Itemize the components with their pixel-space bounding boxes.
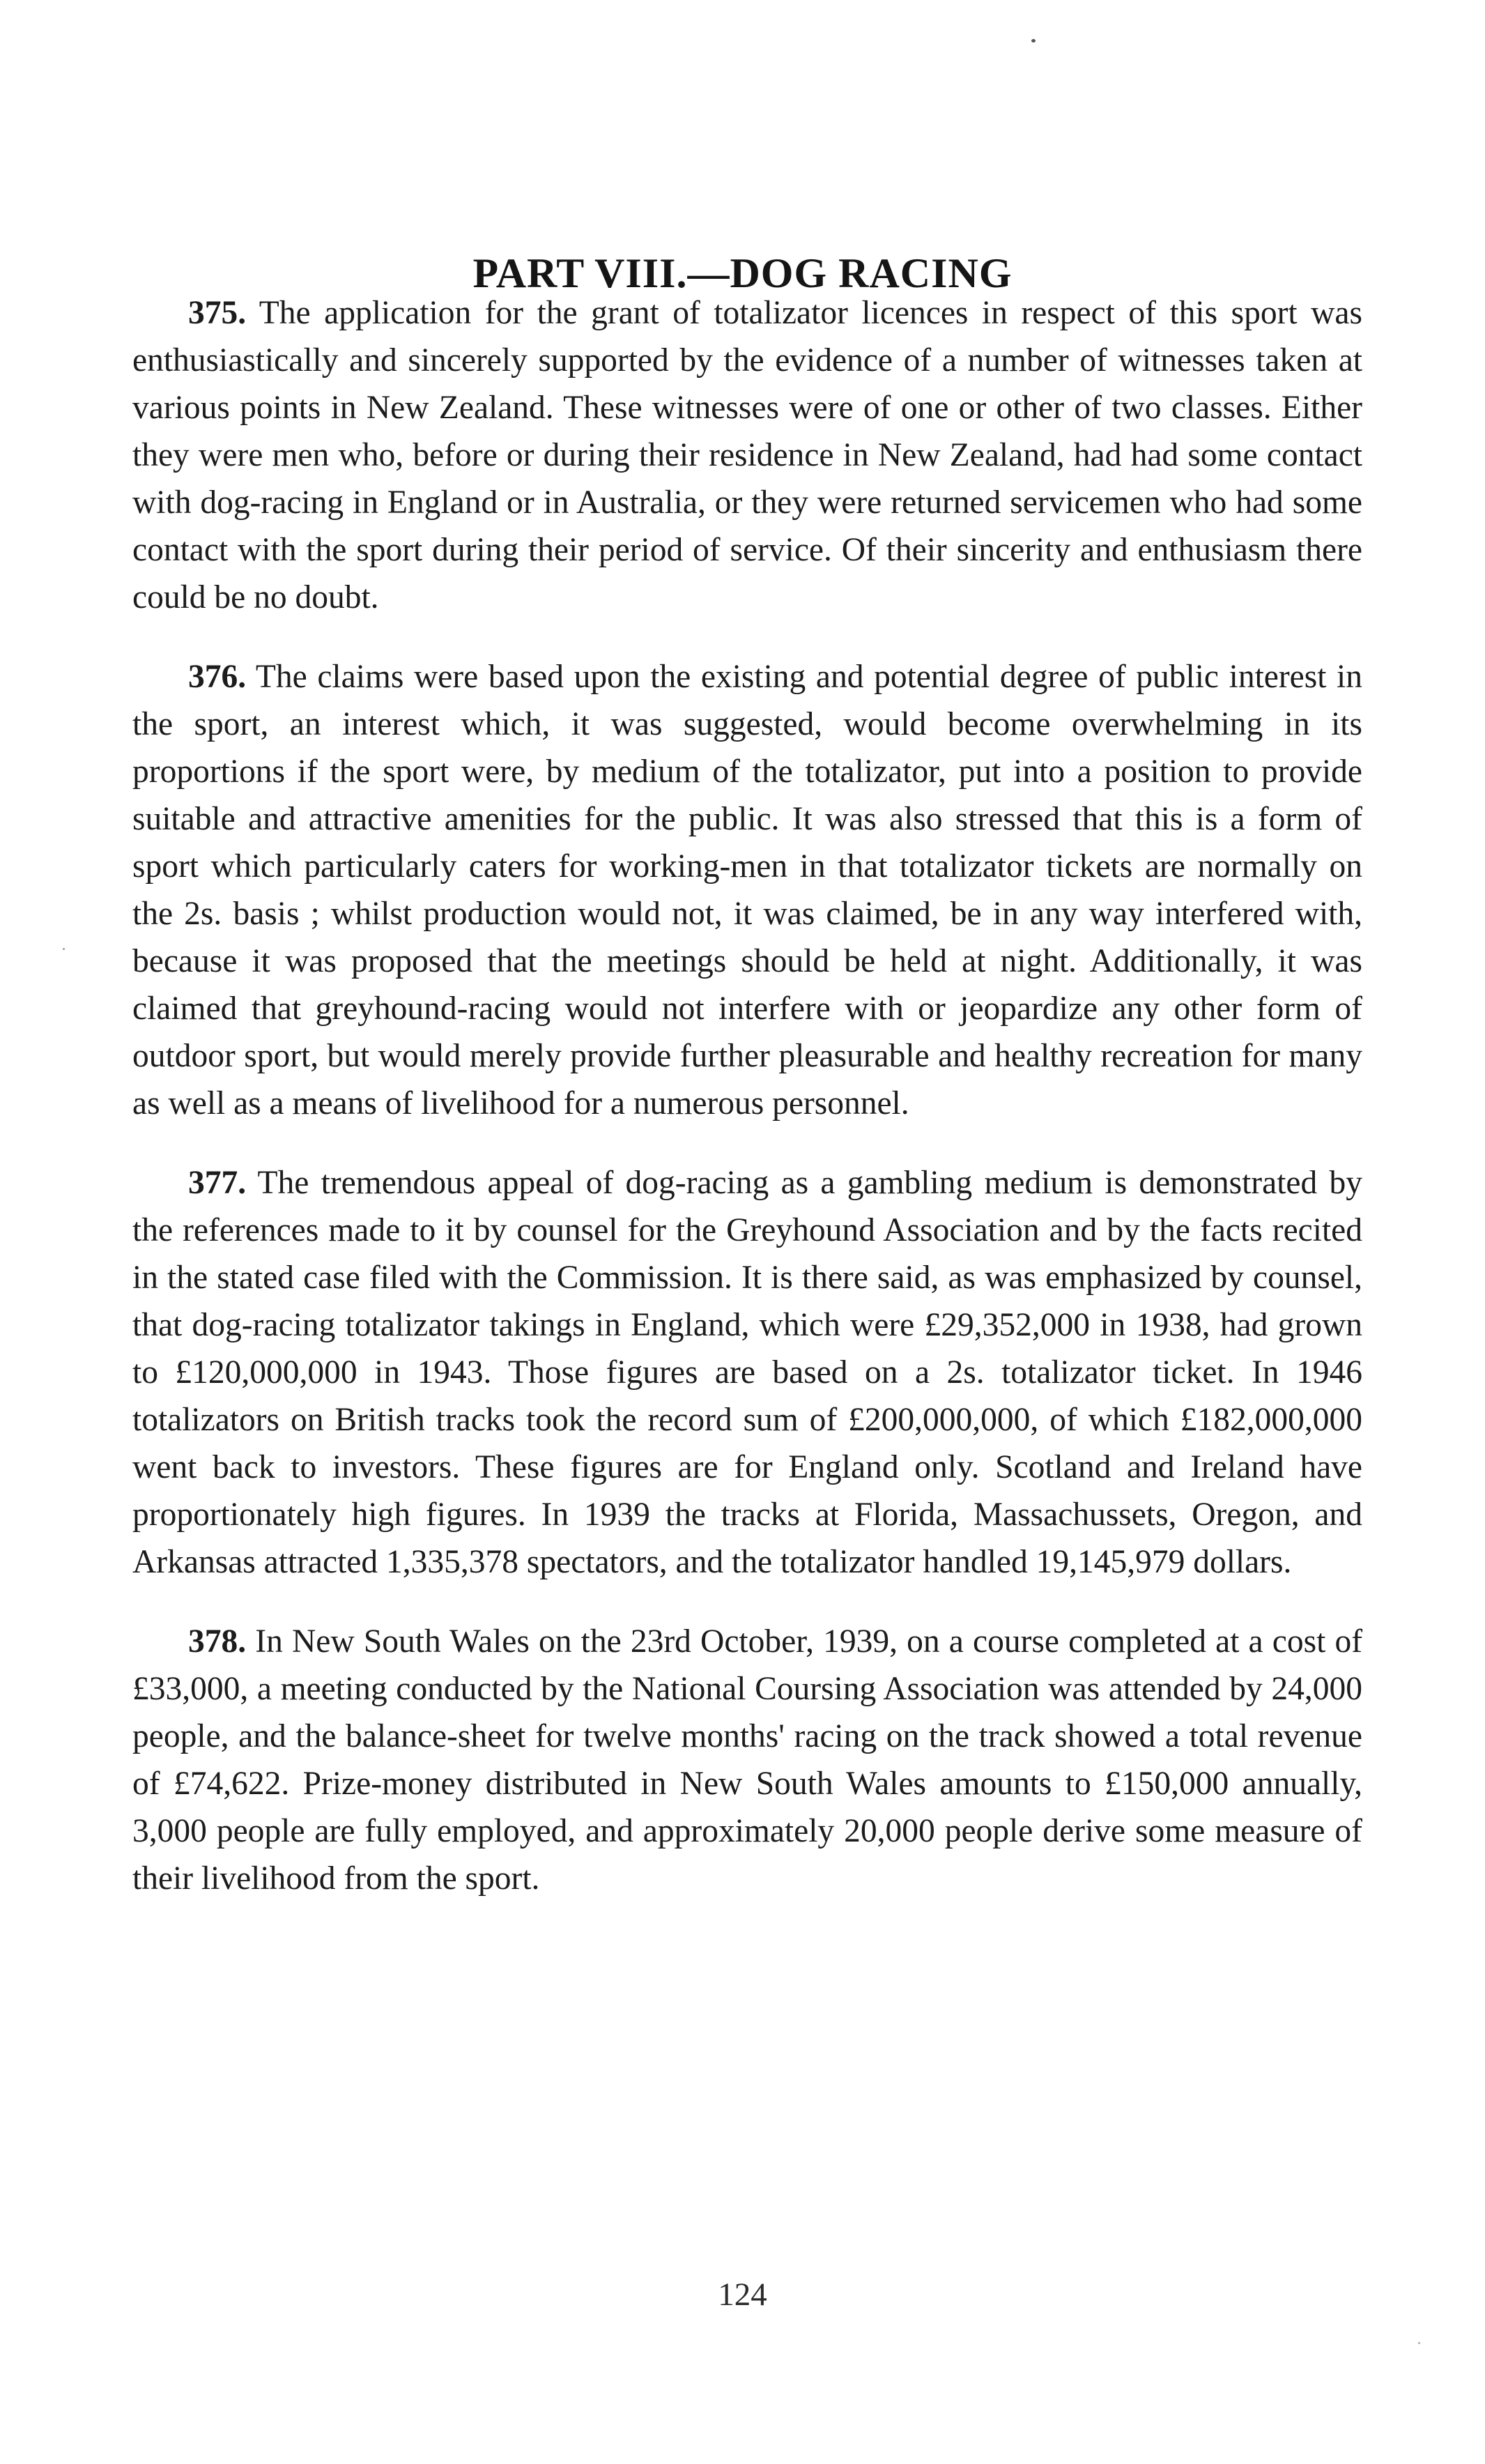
- page-heading: PART VIII.—DOG RACING: [472, 250, 1013, 297]
- paragraph-377: [132, 1159, 1362, 1586]
- paragraph-text: The application for the grant of totalizator licences in respect of this sport was enthusiastically and sincerely supported by the evidence of a number of witnesses taken at various points in New Zealand. These witnesses were of one or other of two classes. Either they were men who, before or during their residence in New Zealand, had had some contact with dog-racing in England or in Australia, or they were returned servicemen who had some contact with the sport during their period of service. Of their sincerity and enthusiasm there could be no doubt.: [132, 295, 1362, 615]
- paragraph-text: The claims were based upon the existing and potential degree of public interest in the sport, an interest which, it was suggested, would become overwhelming in its proportions if the sport were, by medium of the totalizator, put into a position to provide suitable and attractive amenities for the public. It was also stressed that this is a form of sport which particularly caters for working-men in that totalizator tickets are normally on the 2s. basis ; whilst production would not, it was claimed, be in any way interfered with, because it was proposed that the meetings should be held at night. Additionally, it was claimed that greyhound-racing would not interfere with or jeopardize any other form of outdoor sport, but would merely provide further pleasurable and healthy recreation for many as well as a means of livelihood for a numerous personnel.: [132, 659, 1362, 1122]
- paragraph-376: [132, 653, 1362, 1127]
- body-text: [132, 289, 1362, 1934]
- page-number: 124: [718, 2276, 767, 2313]
- paragraph-text: In New South Wales on the 23rd October, 1939, on a course completed at a cost of £33,000, a meeting conducted by the National Coursing Association was attended by 24,000 people, and the balance-sheet for twelve months' racing on the track showed a total revenue of £74,622. Prize-money distributed in New South Wales amounts to £150,000 annually, 3,000 people are fully employed, and approximately 20,000 people derive some measure of their livelihood from the sport.: [132, 1623, 1363, 1897]
- paragraph-375: [132, 289, 1362, 621]
- paragraph-378: [132, 1618, 1362, 1902]
- scan-speck: [1418, 2342, 1420, 2344]
- paragraph-number: 376.: [188, 659, 247, 695]
- paragraph-text: The tremendous appeal of dog-racing as a gambling medium is demonstrated by the references made to it by counsel for the Greyhound Association and by the facts recited in the stated case filed with the Commission. It is there said, as was emphasized by counsel, that dog-racing totalizator takings in England, which were £29,352,000 in 1938, had grown to £120,000,000 in 1943. Those figures are based on a 2s. totalizator ticket. In 1946 totalizators on British tracks took the record sum of £200,000,000, of which £182,000,000 went back to investors. These figures are for England only. Scotland and Ireland have proportionately high figures. In 1939 the tracks at Florida, Massachussets, Oregon, and Arkansas attracted 1,335,378 spectators, and the totalizator handled 19,145,979 dollars.: [132, 1165, 1362, 1580]
- paragraph-number: 375.: [188, 295, 247, 331]
- scan-speck: [1031, 39, 1036, 43]
- scan-speck: [63, 948, 65, 950]
- paragraph-number: 377.: [188, 1165, 247, 1201]
- paragraph-number: 378.: [188, 1623, 247, 1660]
